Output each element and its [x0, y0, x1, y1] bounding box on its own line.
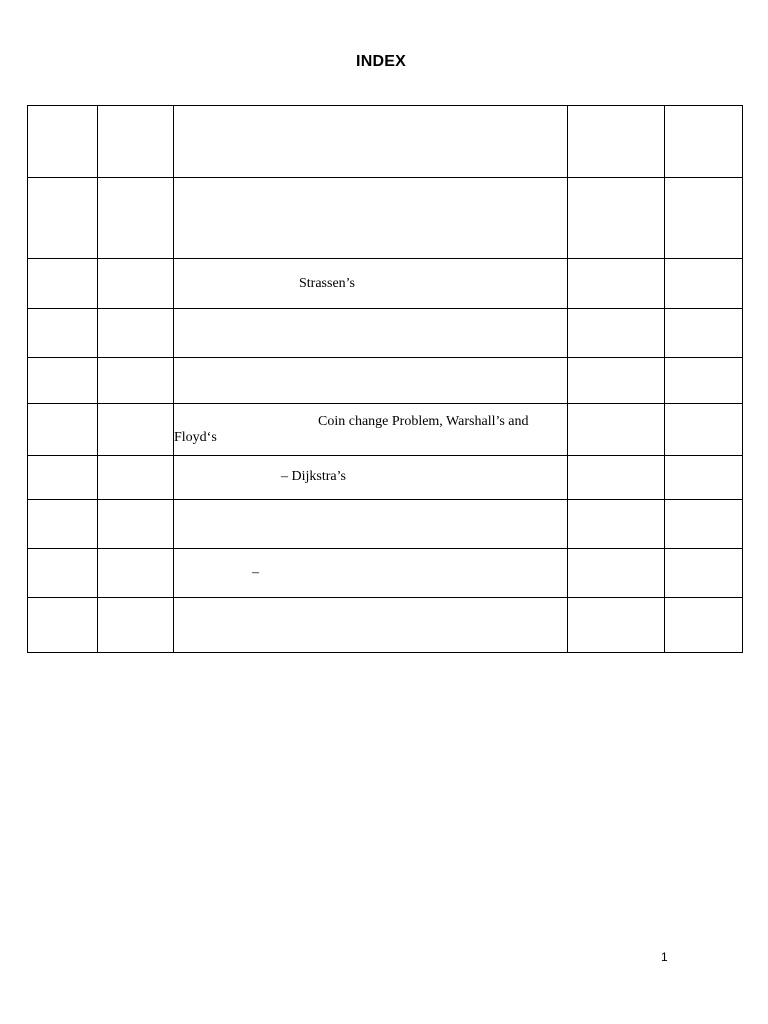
table-cell — [98, 358, 174, 404]
table-cell — [665, 456, 743, 500]
cell-text: – — [252, 565, 259, 580]
table-cell — [28, 500, 98, 549]
table-cell — [568, 549, 665, 598]
table-cell — [28, 598, 98, 653]
table-cell — [568, 178, 665, 259]
table-cell — [28, 309, 98, 358]
table-cell — [174, 500, 568, 549]
table-cell — [174, 106, 568, 178]
table-cell — [98, 178, 174, 259]
table-cell — [568, 106, 665, 178]
table-cell — [98, 598, 174, 653]
table-cell — [174, 309, 568, 358]
index-table — [27, 105, 743, 653]
table-cell — [174, 456, 568, 500]
table-cell — [98, 259, 174, 309]
table-row — [28, 106, 743, 178]
cell-text: Strassen’s — [299, 275, 355, 291]
table-cell — [665, 178, 743, 259]
table-cell — [28, 404, 98, 456]
table-row — [28, 259, 743, 309]
table-cell — [568, 309, 665, 358]
table-row — [28, 500, 743, 549]
table-row — [28, 309, 743, 358]
table-cell — [665, 106, 743, 178]
cell-text: Floyd‘s — [174, 429, 217, 445]
table-cell — [568, 598, 665, 653]
table-cell — [174, 404, 568, 456]
page-title: INDEX — [356, 53, 406, 70]
table-cell — [174, 598, 568, 653]
table-cell — [174, 259, 568, 309]
table-cell — [174, 178, 568, 259]
table-row — [28, 358, 743, 404]
table-cell — [568, 358, 665, 404]
table-row — [28, 178, 743, 259]
table-cell — [98, 106, 174, 178]
table-cell — [98, 404, 174, 456]
table-row — [28, 404, 743, 456]
table-cell — [665, 309, 743, 358]
table-cell — [665, 500, 743, 549]
table-cell — [174, 358, 568, 404]
table-cell — [98, 500, 174, 549]
table-cell — [568, 404, 665, 456]
table-cell — [98, 456, 174, 500]
table-cell — [665, 259, 743, 309]
table-cell — [665, 549, 743, 598]
cell-text: Coin change Problem, Warshall’s and — [318, 413, 529, 429]
table-cell — [98, 309, 174, 358]
table-row — [28, 598, 743, 653]
table-row — [28, 456, 743, 500]
table-cell — [665, 358, 743, 404]
table-row — [28, 549, 743, 598]
table-cell — [28, 456, 98, 500]
table-cell — [174, 549, 568, 598]
table-cell — [568, 456, 665, 500]
table-cell — [28, 549, 98, 598]
table-cell — [28, 259, 98, 309]
table-cell — [665, 598, 743, 653]
table-cell — [568, 500, 665, 549]
table-cell — [665, 404, 743, 456]
table-cell — [568, 259, 665, 309]
cell-text: – Dijkstra’s — [281, 468, 346, 484]
page-number: 1 — [661, 950, 668, 964]
table-cell — [28, 178, 98, 259]
table-cell — [28, 358, 98, 404]
table-cell — [28, 106, 98, 178]
table-cell — [98, 549, 174, 598]
